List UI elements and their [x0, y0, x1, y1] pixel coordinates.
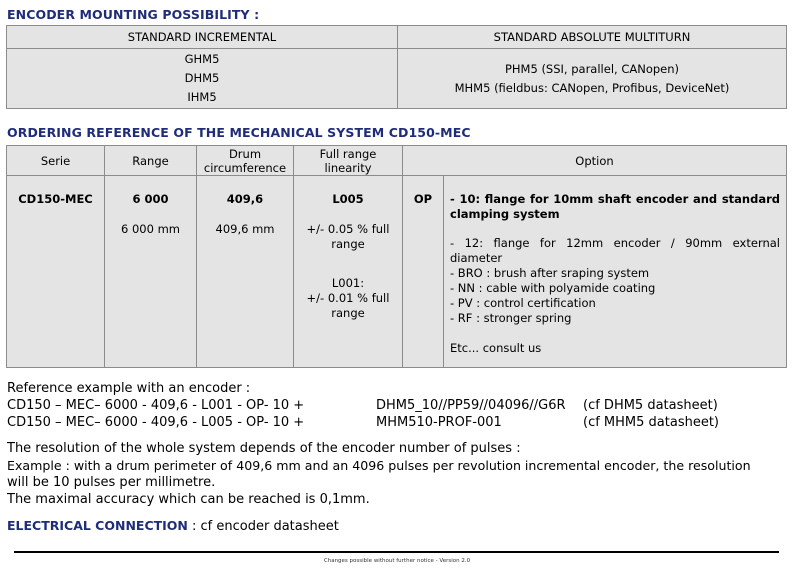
col-linearity-line1: Full range — [319, 146, 377, 161]
example-intro: Reference example with an encoder : — [7, 381, 251, 396]
option-etc: Etc... consult us — [450, 341, 542, 355]
cell-op: OP — [403, 176, 444, 368]
col-range: Range — [105, 146, 197, 176]
col-serie: Serie — [7, 146, 105, 176]
linearity-l005-desc1: +/- 0.05 % full — [306, 222, 390, 236]
cell-options — [444, 176, 787, 368]
option-nn: - NN : cable with polyamide coating — [450, 281, 656, 295]
drum-code: 409,6 — [226, 192, 264, 206]
resolution-line4: The maximal accuracy which can be reached is 0,1mm. — [7, 492, 370, 507]
option-10-line2: clamping system — [450, 207, 560, 221]
range-code: 6 000 — [132, 192, 169, 206]
col-drum — [197, 146, 294, 176]
encoder-dhm5: DHM5 — [184, 71, 220, 85]
drum-value: 409,6 mm — [215, 222, 275, 236]
footer-note: Changes possible without further notice - Version 2.0 — [323, 558, 471, 564]
option-10-line1: - 10: flange for 10mm shaft encoder and standard — [450, 192, 780, 206]
electrical-connection — [7, 517, 339, 535]
col-linearity — [294, 146, 403, 176]
option-12-line1: - 12: flange for 12mm encoder / 90mm external — [450, 236, 780, 250]
section-title-ordering: ORDERING REFERENCE OF THE MECHANICAL SYSTEM CD150-MEC — [7, 125, 471, 140]
option-bro: - BRO : brush after sraping system — [450, 266, 650, 280]
encoder-phm5: PHM5 (SSI, parallel, CANopen) — [504, 61, 680, 76]
example-line2-encoder: MHM510-PROF-001 — [376, 415, 502, 430]
example-line2-ref: CD150 – MEC– 6000 - 409,6 - L005 - OP- 10 + — [7, 415, 305, 430]
header-absolute: STANDARD ABSOLUTE MULTITURN — [398, 26, 787, 49]
absolute-list — [398, 49, 787, 109]
linearity-l001: L001: — [331, 276, 365, 290]
cell-serie: CD150-MEC — [7, 176, 105, 368]
electrical-value: : cf encoder datasheet — [187, 519, 339, 534]
resolution-line2: Example : with a drum perimeter of 409,6 mm and an 4096 pulses per revolution incremental encoder, the resolution — [7, 458, 751, 473]
encoder-ghm5: GHM5 — [184, 52, 220, 66]
resolution-line3: will be 10 pulses per millimetre. — [7, 475, 216, 490]
encoder-mhm5: MHM5 (fieldbus: CANopen, Profibus, DeviceNet) — [454, 80, 730, 95]
cell-range — [105, 176, 197, 368]
resolution-line1: The resolution of the whole system depends of the encoder number of pulses : — [7, 441, 521, 456]
linearity-l005: L005 — [332, 192, 364, 206]
linearity-l001-desc1: +/- 0.01 % full — [306, 291, 390, 305]
encoder-ihm5: IHM5 — [187, 90, 217, 104]
col-option: Option — [403, 146, 787, 176]
option-pv: - PV : control certification — [450, 296, 596, 310]
col-drum-line1: Drum — [228, 146, 262, 161]
example-line1-encoder: DHM5_10//PP59//04096//G6R — [376, 398, 566, 413]
section-title-mounting: ENCODER MOUNTING POSSIBILITY : — [7, 7, 260, 22]
option-rf: - RF : stronger spring — [450, 311, 572, 325]
mounting-table — [6, 25, 787, 109]
linearity-l005-desc2: range — [331, 237, 365, 251]
range-value: 6 000 mm — [121, 222, 180, 236]
col-linearity-line2: linearity — [324, 160, 372, 175]
cell-linearity — [294, 176, 403, 368]
cell-drum — [197, 176, 294, 368]
example-line2-note: (cf MHM5 datasheet) — [583, 415, 719, 430]
ordering-table — [6, 145, 787, 368]
footer-rule — [14, 551, 779, 553]
header-incremental: STANDARD INCREMENTAL — [7, 26, 398, 49]
example-line1-ref: CD150 – MEC– 6000 - 409,6 - L001 - OP- 10 + — [7, 398, 305, 413]
electrical-label: ELECTRICAL CONNECTION — [7, 518, 188, 533]
linearity-l001-desc2: range — [331, 306, 365, 320]
incremental-list — [7, 49, 398, 109]
option-12-line2: diameter — [450, 251, 503, 265]
example-line1-note: (cf DHM5 datasheet) — [583, 398, 718, 413]
col-drum-line2: circumference — [203, 160, 287, 175]
